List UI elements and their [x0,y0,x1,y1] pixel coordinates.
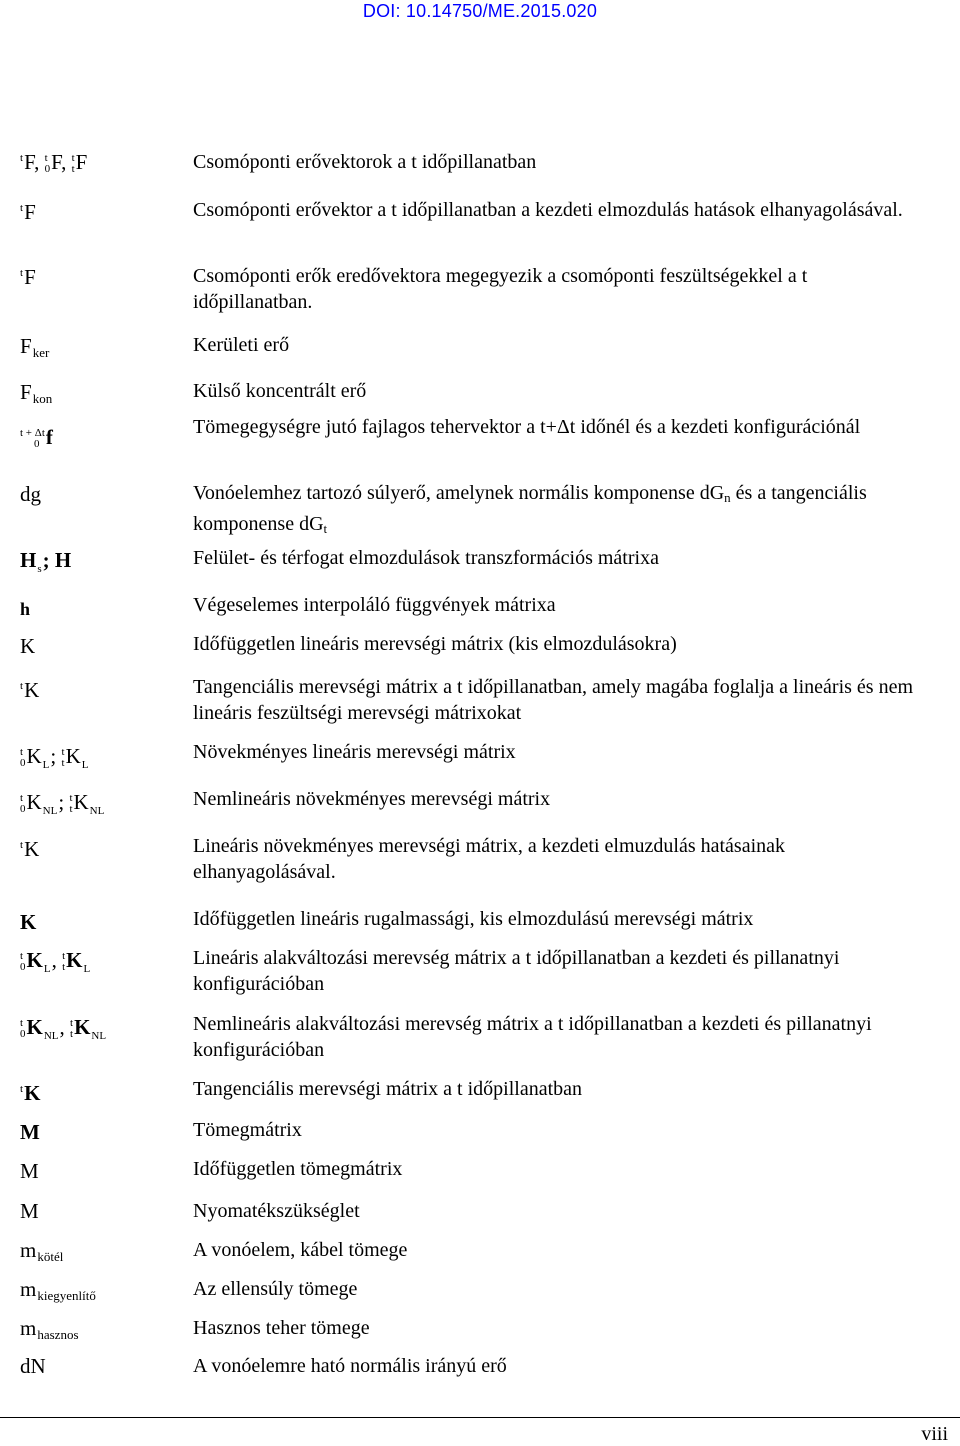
footer-divider [0,1417,960,1418]
desc-torque: Nyomatékszükséglet [193,1200,360,1222]
symbol-torque: M [20,1199,39,1223]
desc-tangential-stiffness: Tangenciális merevségi mátrix a t időpillanatban, amely magába foglalja a lineáris és nem lineáris feszültségi merevségi mátrixokat [193,676,913,724]
desc-linear-incremental-stiffness: Lineáris növekményes merevségi mátrix, a kezdeti elmuzdulás hatásainak elhanyagolásával. [193,835,786,883]
symbol-cable-mass: mkötél [20,1238,64,1264]
symbol-nonlinear-strain-stiffness: t 0 $K_{NL}$, t t $K_{NL}$ [20,1015,107,1042]
desc-elastic-stiffness: Időfüggetlen lineáris rugalmassági, kis elmozdulású merevségi mátrix [193,908,754,930]
desc-normal-force: A vonóelemre ható normális irányú erő [193,1355,507,1377]
symbol-normal-force: dN [20,1354,46,1378]
symbol-incremental-linear-stiffness: t 0 $K_L$; t t $K_L$ [20,744,89,771]
doi-header[interactable]: DOI: 10.14750/ME.2015.020 [362,1,598,21]
symbol-linear-incremental-stiffness: t K [20,837,40,861]
desc-transformation-matrix: Felület- és térfogat elmozdulások transzformációs mátrixa [193,547,659,569]
desc-time-independent-mass: Időfüggetlen tömegmátrix [193,1158,403,1180]
page-number: viii [921,1423,948,1445]
symbol-incremental-nonlinear-stiffness: t 0 $K_{NL}$; t t $K_{NL}$ [20,790,105,817]
desc-incremental-linear-stiffness: Növekményes lineáris merevségi mátrix [193,741,516,763]
desc-load-vector: Tömegegységre jutó fajlagos tehervektor a t+Δt időnél és a kezdeti konfigurációnál [193,416,861,438]
desc-nonlinear-strain-stiffness: Nemlineáris alakváltozási merevség mátrix a t időpillanatban a kezdeti és pillanatnyi konfigurációban [193,1013,872,1061]
symbol-transformation-matrix: $H_s$; H [20,548,72,575]
desc-interpolation-matrix: Végeselemes interpoláló függvények mátrixa [193,594,556,616]
symbol-dg: dg [20,482,41,506]
symbol-linear-strain-stiffness: t 0 $K_L$, t t $K_L$ [20,948,91,975]
symbol-circumferential-force: Fker [20,334,50,360]
desc-nodal-force-vectors: Csomóponti erővektorok a t időpillanatban [193,151,537,173]
desc-counterweight-mass: Az ellensúly tömege [193,1278,358,1300]
symbol-nodal-resultant-force: t F [20,265,36,289]
symbol-mass-matrix: M [20,1120,40,1144]
symbol-linear-stiffness: K [20,634,36,658]
symbol-nodal-force-vector: t F [20,200,36,224]
desc-mass-matrix: Tömegmátrix [193,1119,302,1141]
symbol-interpolation-matrix: h [20,599,31,619]
desc-cable-mass: A vonóelem, kábel tömege [193,1239,408,1261]
symbol-tangential-stiffness: t K [20,678,40,702]
desc-payload-mass: Hasznos teher tömege [193,1317,370,1339]
desc-incremental-nonlinear-stiffness: Nemlineáris növekményes merevségi mátrix [193,788,551,810]
symbol-tangential-stiffness-bold: t K [20,1081,41,1105]
symbol-counterweight-mass: mkiegyenlítő [20,1277,96,1303]
desc-nodal-force-vector: Csomóponti erővektor a t időpillanatban a kezdeti elmozdulás hatások elhanyagolásával. [193,199,903,221]
symbol-time-independent-mass: M [20,1159,39,1183]
desc-linear-stiffness: Időfüggetlen lineáris merevségi mátrix (kis elmozdulásokra) [193,633,677,655]
desc-nodal-resultant-force: Csomóponti erők eredővektora megegyezik a csomóponti feszültségekkel a t időpillanatban. [193,265,808,313]
symbol-nodal-force-vectors: t F, t 0 F, t t F [20,150,88,176]
symbol-concentrated-force: Fkon [20,380,53,406]
desc-weight-force: Vonóelemhez tartozó súlyerő, amelynek normális komponense dGn és a tangenciális komponense dGt [193,482,867,536]
desc-linear-strain-stiffness: Lineáris alakváltozási merevség mátrix a t időpillanatban a kezdeti és pillanatnyi konfigurációban [193,947,840,995]
desc-tangential-stiffness-bold: Tangenciális merevségi mátrix a t időpillanatban [193,1078,583,1100]
desc-circumferential-force: Kerületi erő [193,334,290,356]
desc-concentrated-force: Külső koncentrált erő [193,380,367,402]
symbol-payload-mass: mhasznos [20,1316,79,1342]
symbol-elastic-stiffness: K [20,910,37,934]
symbol-load-vector: t + Δt 0 f [20,425,53,451]
